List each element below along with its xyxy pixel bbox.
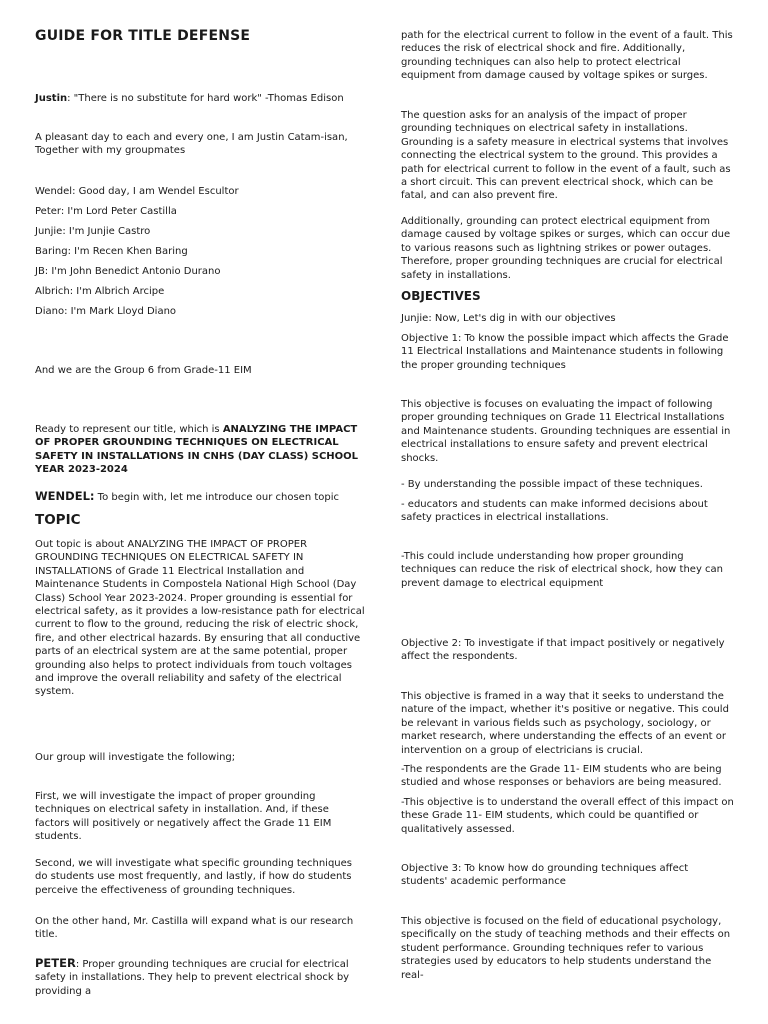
additionally-paragraph: Additionally, grounding can protect electrical equipment from damage caused by voltage spikes or surges, which can occur due to various reasons such as lightning strikes or power outages. Therefore, proper grounding techniques are crucial for electrical safety in installations. xyxy=(401,216,731,281)
junjie-line: Junjie: Now, Let's dig in with our objectives xyxy=(401,313,616,324)
continuation-paragraph: path for the electrical current to follow in the event of a fault. This reduces the risk of electrical shock and fire. Additionally, grounding techniques can also help to protect electrical equipment from damage caused by voltage spikes or surges. xyxy=(401,30,733,82)
wendel-text: To begin with, let me introduce our chosen topic xyxy=(94,492,340,503)
objectives-heading: OBJECTIVES xyxy=(401,289,481,303)
bullet-line: -This could include understanding how proper grounding techniques can reduce the risk of electrical shock, how they can prevent damage to electrical equipment xyxy=(401,551,724,589)
objective-1: Objective 1: To know the possible impact which affects the Grade 11 Electrical Installations and Maintenance students in following the proper grounding techniques xyxy=(401,333,729,371)
bullet-line: - By understanding the possible impact of these techniques. xyxy=(401,479,703,490)
topic-paragraph: Out topic is about ANALYZING THE IMPACT OF PROPER GROUNDING TECHNIQUES ON ELECTRICAL SAFETY IN INSTALLATIONS of Grade 11 Electrical Installation and Maintenance Students in Compostela National High School (Day Class) School Year 2023-2024. Proper grounding is essential for electrical safety, as it provides a low-resistance path for electrical current to flow to the ground, reducing the risk of electric shock, fire, and other electrical hazards. By ensuring that all conductive parts of an electrical system are at the same potential, proper grounding also helps to protect individuals from touch voltages and improve the overall reliability and safety of the electrical system. xyxy=(35,539,365,698)
objective-3: Objective 3: To know how do grounding techniques affect students' academic performance xyxy=(401,863,689,888)
quote-speaker: Justin xyxy=(35,93,68,104)
member-line: Diano: I'm Mark Lloyd Diano xyxy=(35,306,177,317)
topic-heading: TOPIC xyxy=(35,512,81,528)
greeting-paragraph: A pleasant day to each and every one, I am Justin Catam-isan, Together with my groupmates xyxy=(35,132,348,157)
peter-text: : Proper grounding techniques are crucial for electrical safety in installations. They help to prevent electrical shock by providing a xyxy=(35,959,350,997)
objective-1-description: This objective is focuses on evaluating the impact of following proper grounding techniques on Grade 11 Electrical Installations and Maintenance students. Grounding techniques are essential in electrical installations to ensure safety and prevent electrical shocks. xyxy=(401,399,731,464)
first-paragraph: First, we will investigate the impact of proper grounding techniques on electrical safety in installation. And, if these factors will positively or negatively affect the Grade 11 EIM students. xyxy=(35,791,332,843)
member-line: Wendel: Good day, I am Wendel Escultor xyxy=(35,186,239,197)
wendel-line xyxy=(35,490,365,504)
quote-text: : "There is no substitute for hard work" -Thomas Edison xyxy=(67,93,344,104)
member-line: Junjie: I'm Junjie Castro xyxy=(35,226,151,237)
wendel-speaker: WENDEL: xyxy=(35,489,95,503)
other-hand-line: On the other hand, Mr. Castilla will expand what is our research title. xyxy=(35,916,354,941)
member-line: Peter: I'm Lord Peter Castilla xyxy=(35,206,177,217)
quote-line xyxy=(35,92,365,105)
research-title: ANALYZING THE IMPACT OF PROPER GROUNDING TECHNIQUES ON ELECTRICAL SAFETY IN INSTALLATIONS IN CNHS (DAY CLASS) SCHOOL YEAR 2023-2024 xyxy=(35,424,359,476)
member-line: Albrich: I'm Albrich Arcipe xyxy=(35,286,165,297)
document-title: GUIDE FOR TITLE DEFENSE xyxy=(35,28,251,44)
peter-speaker: PETER xyxy=(35,956,76,970)
respondents-line: -The respondents are the Grade 11- EIM students who are being studied and whose responses or behaviors are being measured. xyxy=(401,764,722,789)
peter-paragraph xyxy=(35,957,365,998)
member-line: Baring: I'm Recen Khen Baring xyxy=(35,246,188,257)
second-paragraph: Second, we will investigate what specific grounding techniques do students use most frequently, and lastly, if how do students perceive the effectiveness of grounding techniques. xyxy=(35,858,352,896)
objective-3-description: This objective is focused on the field of educational psychology, specifically on the study of teaching methods and their effects on student performance. Grounding techniques refer to various strategies used by educators to help students understand the real- xyxy=(401,916,731,981)
overall-line: -This objective is to understand the overall effect of this impact on these Grade 11- EIM students, which could be quantified or qualitatively assessed. xyxy=(401,797,734,835)
investigate-line: Our group will investigate the following; xyxy=(35,752,236,763)
objective-2: Objective 2: To investigate if that impact positively or negatively affect the respondents. xyxy=(401,638,725,663)
group-line: And we are the Group 6 from Grade-11 EIM xyxy=(35,365,252,376)
objective-2-description: This objective is framed in a way that it seeks to understand the nature of the impact, whether it's positive or negative. This could be relevant in various fields such as psychology, sociology, or market research, where understanding the effects of an event or intervention on a group of electricians is crucial. xyxy=(401,691,729,756)
bullet-line: - educators and students can make informed decisions about safety practices in electrical installations. xyxy=(401,499,708,524)
question-paragraph: The question asks for an analysis of the impact of proper grounding techniques on electrical safety in installations. Grounding is a safety measure in electrical systems that involves connecting the electrical system to the ground. This provides a path for electrical current to follow in the event of a fault, such as a short circuit. This can prevent electrical shock, which can be fatal, and can also prevent fire. xyxy=(401,110,731,202)
title-paragraph xyxy=(35,423,365,477)
title-intro: Ready to represent our title, which is xyxy=(35,424,223,435)
member-line: JB: I'm John Benedict Antonio Durano xyxy=(35,266,221,277)
